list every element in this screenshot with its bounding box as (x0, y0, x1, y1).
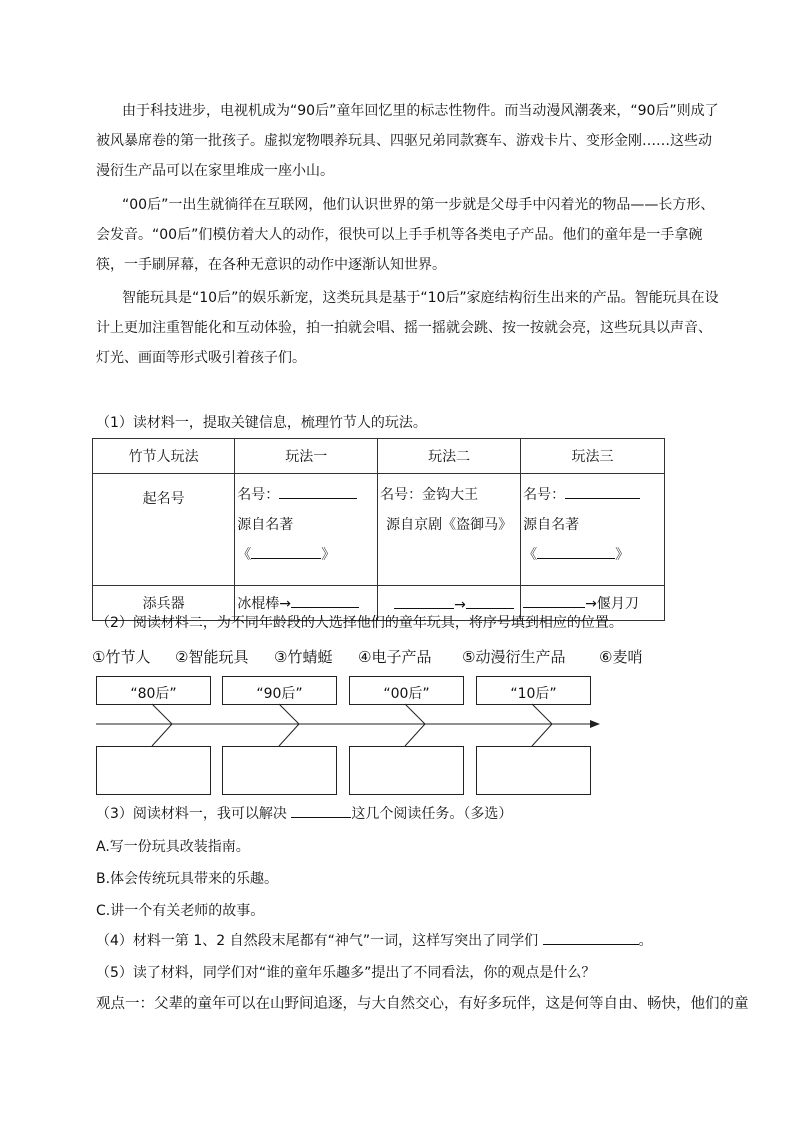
era-answer-box-10s[interactable] (476, 746, 591, 795)
answer-blank[interactable] (251, 544, 321, 559)
option-smart-toy: ②智能玩具 (175, 648, 249, 666)
era-answer-box-00s[interactable] (349, 746, 464, 795)
table-header-cell: 玩法一 (235, 439, 378, 474)
weapon-end: 偃月刀 (596, 596, 639, 612)
table-header-cell: 竹节人玩法 (93, 439, 235, 474)
nickname-label: 名号： (237, 487, 280, 503)
era-box-00s (349, 676, 464, 705)
answer-blank[interactable] (537, 544, 615, 559)
era-label: “80后” (130, 686, 177, 702)
era-box-80s (96, 676, 211, 705)
choice-a: A.写一份玩具改装指南。 (96, 839, 250, 855)
option-bamboo-dragonfly: ③竹蜻蜓 (274, 648, 333, 666)
answer-blank[interactable] (279, 484, 357, 499)
question-1-prompt: （1）读材料一，提取关键信息，梳理竹节人的玩法。 (96, 415, 427, 431)
table-header-cell: 玩法三 (521, 439, 665, 474)
era-label: “90后” (256, 686, 303, 702)
option-bamboo-man: ①竹节人 (92, 648, 151, 666)
nickname-value: 名号：金钩大王 (380, 487, 479, 503)
q4-text-a: （4）材料一第 1、2 自然段末尾都有“神气”一词，这样写突出了同学们 (96, 933, 543, 949)
question-5-prompt: （5）读了材料，同学们对“谁的童年乐趣多”提出了不同看法，你的观点是什么？ (96, 965, 596, 981)
material-paragraph-1: 由于科技进步，电视机成为“90后”童年回忆里的标志性物件。而当动漫风潮袭来，“90后”则成了被风暴席卷的第一批孩子。虚拟宠物喂养玩具、四驱兄弟同款赛车、游戏卡片、变形金刚……这些动漫衍生产品可以在家里堆成一座小山。 (96, 103, 719, 179)
choice-c: C.讲一个有关老师的故事。 (96, 903, 265, 919)
option-electronics: ④电子产品 (358, 648, 432, 666)
row-label-weapon: 添兵器 (93, 586, 235, 621)
choice-b: B.体会传统玩具带来的乐趣。 (96, 871, 279, 887)
table-header-cell: 玩法二 (378, 439, 521, 474)
row-label-nickname: 起名号 (93, 474, 235, 586)
question-3-prompt (96, 803, 512, 823)
book-mark-open: 《 (237, 547, 252, 563)
viewpoint-1: 观点一：父辈的童年可以在山野间追逐，与大自然交心，有好多玩伴，这是何等自由、畅快，他们的童 (96, 996, 749, 1012)
era-box-10s (476, 676, 591, 705)
era-label: “10后” (510, 686, 557, 702)
answer-blank[interactable] (291, 803, 351, 818)
answer-blank[interactable] (394, 594, 454, 609)
q3-text-b: 这几个阅读任务。（多选） (351, 806, 513, 822)
book-mark-open: 《 (523, 547, 538, 563)
arrow-icon: → (585, 596, 597, 612)
source-label: 源自名著 (523, 517, 580, 533)
option-wheat-whistle: ⑥麦哨 (599, 648, 643, 666)
source-value: 源自京剧《盗御马》 (386, 517, 513, 533)
q3-text-a: （3）阅读材料一，我可以解决 (96, 806, 292, 822)
weapon-start: 冰棍棒 (237, 596, 280, 612)
material-paragraph-2: “00后”一出生就徜徉在互联网，他们认识世界的第一步就是父母手中闪着光的物品——长方形、会发音。“00后”们模仿着大人的动作，很快可以上手手机等各类电子产品。他们的童年是一手拿碗筷，一手刷屏幕，在各种无意识的动作中逐渐认知世界。 (96, 197, 715, 273)
era-box-90s (222, 676, 337, 705)
nickname-label: 名号： (523, 487, 566, 503)
answer-blank[interactable] (466, 594, 514, 609)
source-label: 源自名著 (237, 517, 294, 533)
era-answer-box-90s[interactable] (222, 746, 337, 795)
option-anime-products: ⑤动漫衍生产品 (462, 648, 566, 666)
material-paragraph-3: 智能玩具是“10后”的娱乐新宠，这类玩具是基于“10后”家庭结构衍生出来的产品。智能玩具在设计上更加注重智能化和互动体验，拍一拍就会唱、摇一摇就会跳、按一按就会亮，这些玩具以声音、灯光、画面等形式吸引着孩子们。 (96, 290, 719, 366)
question-2-prompt: （2）阅读材料二，为不同年龄段的人选择他们的童年玩具，将序号填到相应的位置。 (96, 615, 623, 631)
answer-blank[interactable] (565, 484, 640, 499)
book-mark-close: 》 (615, 547, 630, 563)
q4-text-b: 。 (638, 933, 653, 949)
arrow-icon: → (454, 596, 466, 613)
answer-blank[interactable] (291, 593, 359, 608)
era-answer-box-80s[interactable] (96, 746, 211, 795)
book-mark-close: 》 (321, 547, 336, 563)
nickname-cell-2 (378, 474, 521, 586)
question-4-prompt (96, 930, 653, 950)
answer-blank[interactable] (543, 930, 639, 945)
answer-blank[interactable] (523, 593, 585, 608)
arrow-icon: → (279, 596, 291, 612)
play-methods-table (92, 438, 665, 621)
nickname-cell-1 (235, 474, 378, 586)
nickname-cell-3 (521, 474, 665, 586)
era-label: “00后” (383, 686, 430, 702)
